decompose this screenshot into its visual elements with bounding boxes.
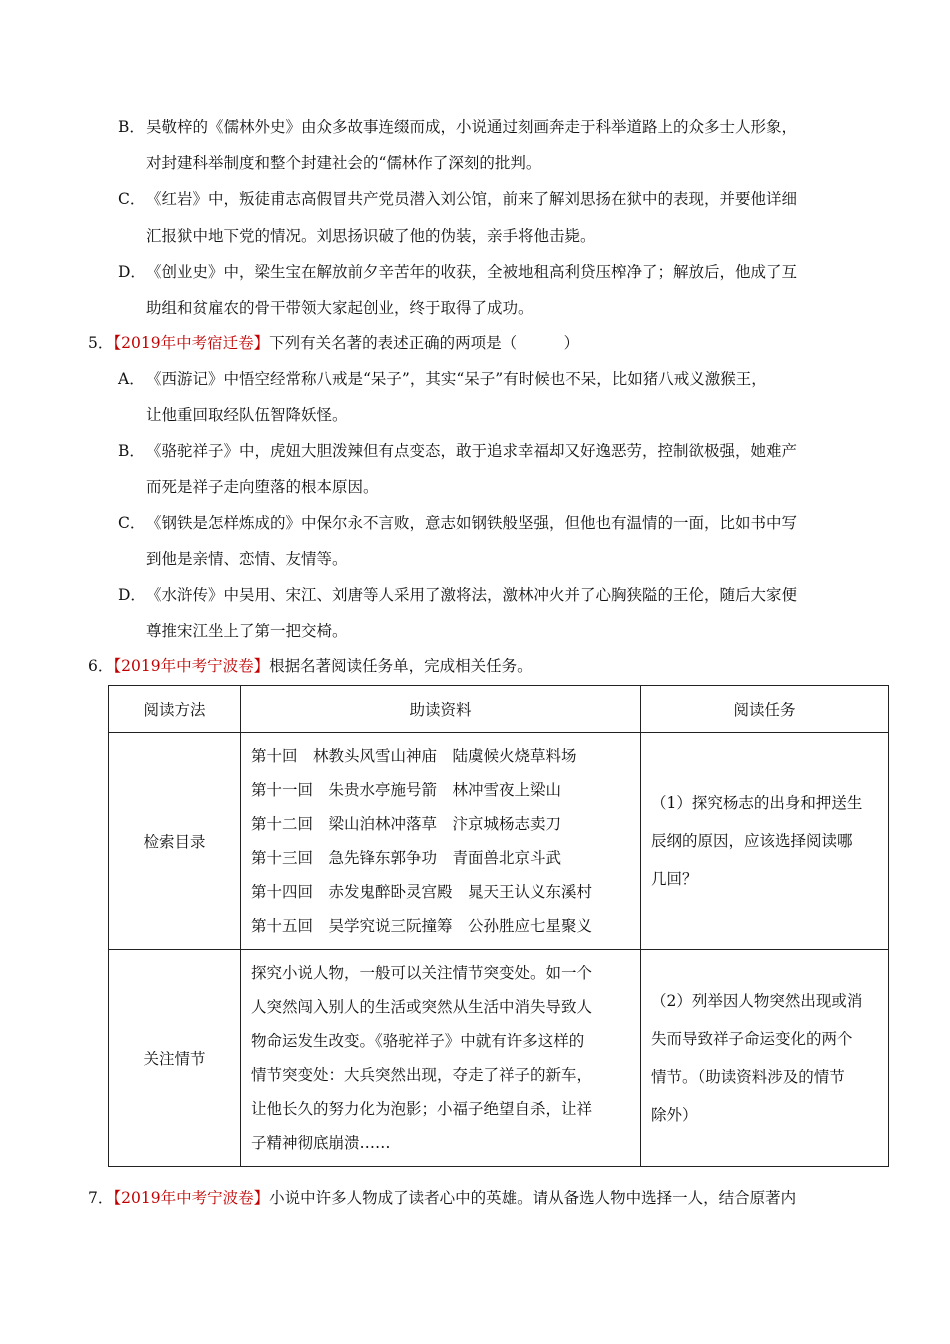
method-cell: 检索目录	[109, 733, 241, 950]
task-line: 除外）	[651, 1106, 698, 1124]
task-cell	[641, 950, 889, 1167]
materials-cell	[241, 950, 641, 1167]
option-text: 汇报狱中地下党的情况。刘思扬识破了他的伪装，亲手将他击毙。	[146, 227, 596, 245]
material-line: 第十二回 梁山泊林冲落草 汴京城杨志卖刀	[251, 815, 562, 833]
option-letter: C．	[118, 514, 146, 532]
material-line: 子精神彻底崩溃……	[251, 1134, 391, 1152]
header-materials: 助读资料	[241, 686, 641, 733]
task-line: （1）探究杨志的出身和押送生	[651, 794, 863, 812]
option-text: 《骆驼祥子》中，虎妞大胆泼辣但有点变态，敢于追求幸福却又好逸恶劳，控制欲极强，她难产	[146, 442, 798, 460]
materials-cell	[241, 733, 641, 950]
task-line: 辰纲的原因，应该选择阅读哪	[651, 832, 853, 850]
question-number: 6．	[88, 657, 114, 675]
table-row	[109, 733, 889, 950]
option-letter: B．	[118, 442, 145, 460]
q7-stem	[88, 1188, 796, 1208]
q6-stem	[88, 656, 533, 676]
option-letter: B．	[118, 118, 145, 136]
q5-stem	[88, 333, 579, 353]
option-letter: C．	[118, 190, 146, 208]
header-task: 阅读任务	[641, 686, 889, 733]
header-method: 阅读方法	[109, 686, 241, 733]
option-text: 《钢铁是怎样炼成的》中保尔永不言败，意志如钢铁般坚强，但他也有温情的一面，比如书中写	[146, 514, 798, 532]
material-line: 情节突变处：大兵突然出现，夺走了祥子的新车，	[251, 1066, 593, 1084]
question-source: 【2019年中考宁波卷】	[113, 657, 270, 675]
material-line: 第十三回 急先锋东郭争功 青面兽北京斗武	[251, 849, 562, 867]
method-cell: 关注情节	[109, 950, 241, 1167]
material-line: 第十五回 吴学究说三阮撞筹 公孙胜应七星聚义	[251, 917, 593, 935]
question-text: 根据名著阅读任务单，完成相关任务。	[269, 657, 533, 675]
question-number: 5．	[88, 334, 114, 352]
option-text: 让他重回取经队伍智降妖怪。	[146, 406, 348, 424]
task-line: （2）列举因人物突然出现或消	[651, 992, 863, 1010]
table-header-row	[109, 686, 889, 733]
question-source: 【2019年中考宿迁卷】	[113, 334, 270, 352]
option-text: 《创业史》中，梁生宝在解放前夕辛苦年的收获，全被地租高利贷压榨净了；解放后，他成了互	[146, 263, 798, 281]
task-line: 情节。（助读资料涉及的情节	[651, 1068, 845, 1086]
task-line: 几回？	[651, 870, 698, 888]
material-line: 探究小说人物，一般可以关注情节突变处。如一个	[251, 964, 593, 982]
material-line: 第十四回 赤发鬼醉卧灵宫殿 晁天王认义东溪村	[251, 883, 593, 901]
material-line: 第十回 林教头风雪山神庙 陆虞候火烧草料场	[251, 747, 577, 765]
table-row	[109, 950, 889, 1167]
question-text: 小说中许多人物成了读者心中的英雄。请从备选人物中选择一人，结合原著内	[269, 1189, 797, 1207]
option-text: 到他是亲情、恋情、友情等。	[146, 550, 348, 568]
option-text: 对封建科举制度和整个封建社会的“儒林作了深刻的批判。	[146, 154, 542, 172]
material-line: 第十一回 朱贵水亭施号箭 林冲雪夜上梁山	[251, 781, 562, 799]
option-text: 助组和贫雇农的骨干带领大家起创业，终于取得了成功。	[146, 299, 534, 317]
option-text: 《红岩》中，叛徒甫志高假冒共产党员潜入刘公馆，前来了解刘思扬在狱中的表现，并要他详细	[146, 190, 798, 208]
question-text: 下列有关名著的表述正确的两项是（ ）	[269, 334, 580, 352]
option-text: 吴敬梓的《儒林外史》由众多故事连缀而成，小说通过刻画奔走于科举道路上的众多士人形象，	[146, 118, 798, 136]
option-letter: D．	[118, 263, 146, 281]
material-line: 人突然闯入别人的生活或突然从生活中消失导致人	[251, 998, 593, 1016]
option-text: 《水浒传》中吴用、宋江、刘唐等人采用了激将法，激林冲火并了心胸狭隘的王伦，随后大家便	[146, 586, 798, 604]
material-line: 物命运发生改变。《骆驼祥子》中就有许多这样的	[251, 1032, 585, 1050]
option-text: 而死是祥子走向堕落的根本原因。	[146, 478, 379, 496]
option-letter: D．	[118, 586, 146, 604]
task-cell	[641, 733, 889, 950]
question-source: 【2019年中考宁波卷】	[113, 1189, 270, 1207]
material-line: 让他长久的努力化为泡影；小福子绝望自杀，让祥	[251, 1100, 593, 1118]
reading-task-table	[108, 685, 889, 1167]
task-line: 失而导致祥子命运变化的两个	[651, 1030, 853, 1048]
option-text: 《西游记》中悟空经常称八戒是“呆子”，其实“呆子”有时候也不呆，比如猪八戒义激猴王，	[146, 370, 767, 388]
option-letter: A．	[118, 370, 145, 388]
question-number: 7．	[88, 1189, 114, 1207]
option-text: 尊推宋江坐上了第一把交椅。	[146, 622, 348, 640]
